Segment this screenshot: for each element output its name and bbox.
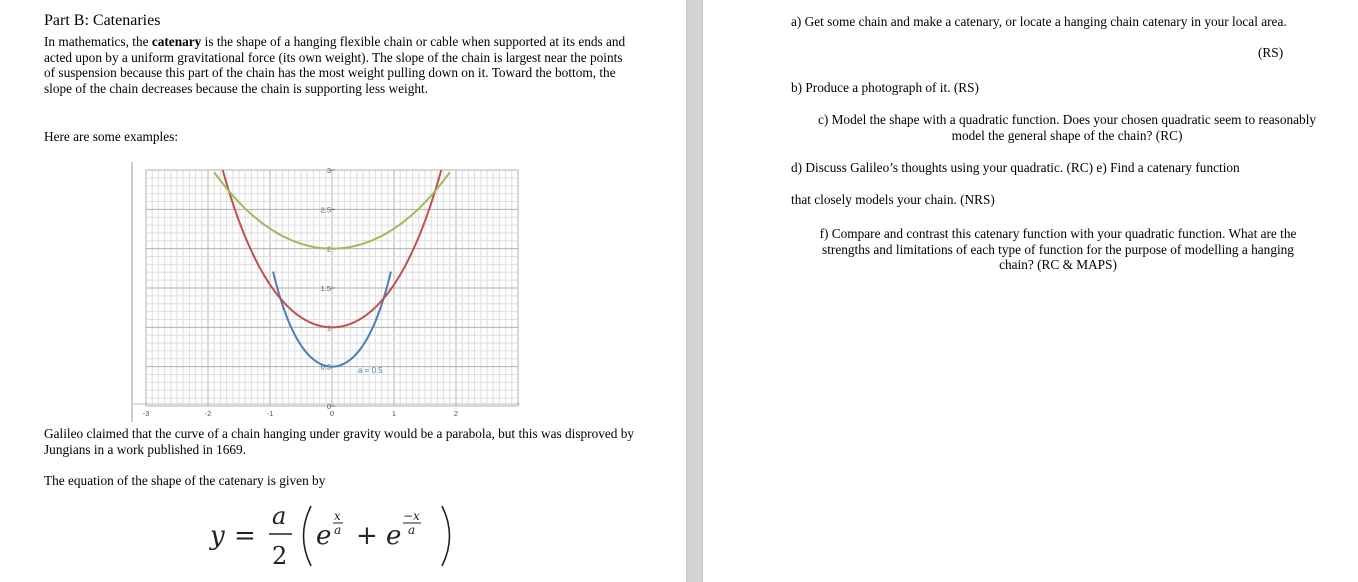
formula-base-1: e [316, 521, 332, 551]
x-tick-label: -3 [142, 409, 150, 418]
formula-right-paren [442, 506, 450, 566]
item-d-text: d) Discuss Galileo’s thoughts using your quadratic. (RC) e) Find a catenary function [791, 160, 1240, 175]
item-e-continuation: that closely models your chain. (NRS) [791, 192, 995, 207]
x-tick-label: 0 [329, 409, 335, 418]
equation-intro-text: The equation of the shape of the catenary is given by [44, 473, 326, 488]
catenary-chart [128, 160, 524, 426]
item-c-line-1: c) Model the shape with a quadratic function. Does your chosen quadratic seem to reasonably [817, 112, 1317, 127]
catenary-formula [208, 498, 508, 574]
formula-denominator: 2 [272, 542, 288, 570]
formula-left-paren [304, 506, 312, 566]
chart-annotation: a = 0.5 [358, 366, 383, 375]
formula-exp2-den: a [408, 523, 416, 537]
formula-equals: = [234, 521, 256, 551]
formula-exp1-num: x [334, 509, 341, 523]
item-f-text [783, 226, 1333, 273]
formula-exp2-num: −x [403, 509, 420, 523]
y-tick-label: 1 [326, 323, 331, 333]
galileo-paragraph: Galileo claimed that the curve of a chain hanging under gravity would be a parabola, but this was disproved by Jungians in a work published in 1669. [44, 426, 635, 457]
x-tick-label: 2 [453, 409, 459, 418]
x-tick-label: -1 [266, 409, 274, 418]
item-f-line-3: chain? (RC & MAPS) [999, 257, 1117, 273]
y-tick-label: 0 [326, 402, 331, 411]
y-tick-label: 3 [326, 166, 331, 175]
page-gutter [686, 0, 703, 582]
examples-text: Here are some examples: [44, 129, 179, 144]
item-b-text: b) Produce a photograph of it. (RS) [791, 80, 979, 95]
formula-plus: + [356, 521, 378, 551]
intro-bold-term: catenary [151, 34, 202, 49]
y-tick-label: 1.5 [320, 284, 331, 293]
x-tick-label: 1 [391, 409, 397, 418]
formula-numerator: a [272, 502, 287, 530]
item-c-text [791, 112, 1343, 143]
x-tick-label: -2 [204, 409, 212, 418]
intro-text-end: is the shape of a hanging flexible chain or cable when supported at its ends and acted upon by a uniform gravitational force (its own weight). The slope of the chain is largest near the points of suspension because this part of the chain has the most weight pulling down on it. Toward the bottom, the slope of the chain decreases because the chain is supporting less weight. [44, 34, 626, 96]
formula-exp1-den: a [334, 523, 342, 537]
item-f-line-2: strengths and limitations of each type of function for the purpose of modelling a hanging [822, 241, 1294, 257]
item-c-line-2: model the general shape of the chain? (RC) [951, 127, 1183, 143]
y-tick-label: 2 [326, 244, 331, 254]
intro-text-start: In mathematics, the [44, 34, 152, 49]
item-f-line-1: f) Compare and contrast this catenary function with your quadratic function. What are the [819, 226, 1297, 241]
section-title: Part B: Catenaries [44, 12, 161, 29]
intro-paragraph [44, 34, 634, 96]
item-a-tag: (RS) [1258, 45, 1284, 60]
formula-lhs: y [210, 521, 225, 551]
y-tick-label: 2.5 [320, 205, 331, 215]
y-tick-label: 0.5 [320, 362, 331, 372]
document-page-right [703, 0, 1358, 582]
item-a-text: a) Get some chain and make a catenary, or locate a hanging chain catenary in your local area. [791, 14, 1287, 29]
x-tick-labels [143, 409, 458, 418]
formula-base-2: e [386, 521, 402, 551]
